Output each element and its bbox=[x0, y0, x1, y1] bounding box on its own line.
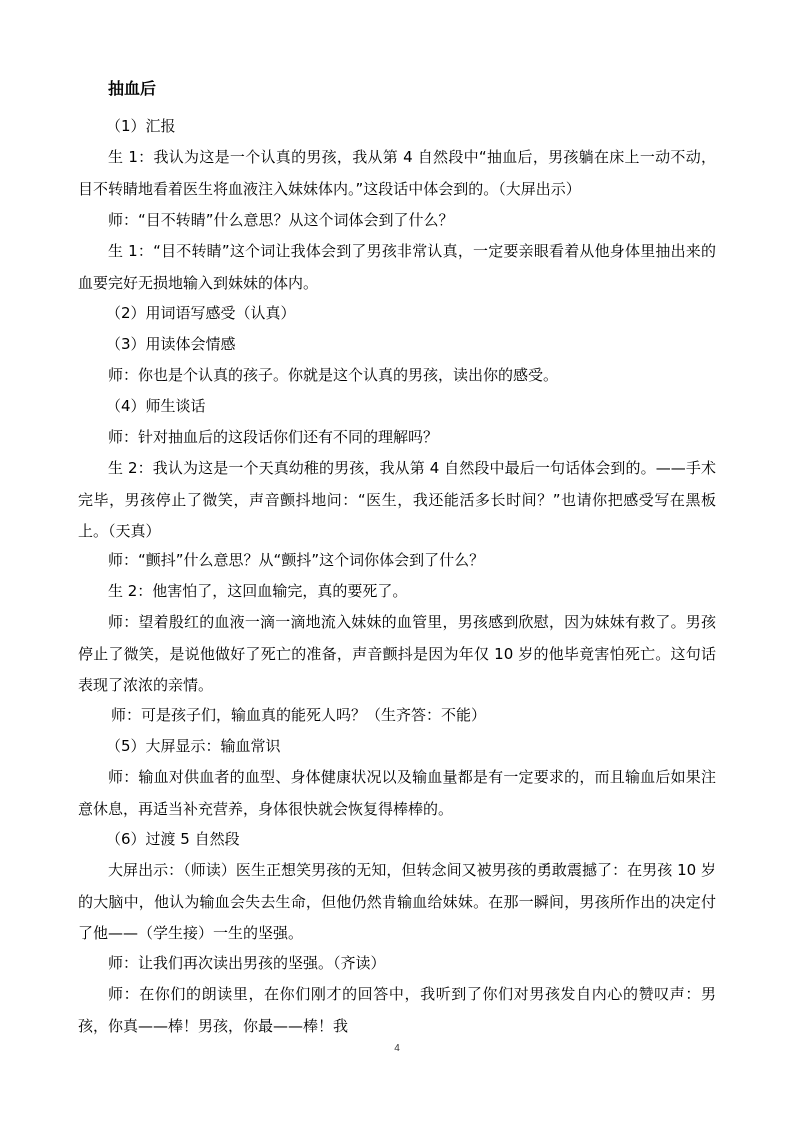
paragraph-6: （3）用读体会情感 bbox=[106, 335, 236, 353]
paragraph-9: 师：针对抽血后的这段话你们还有不同的理解吗？ bbox=[108, 428, 439, 446]
paragraph-14: 师：可是孩子们，输血真的能死人吗？（生齐答：不能） bbox=[111, 706, 487, 724]
section-heading: 抽血后 bbox=[108, 79, 157, 98]
paragraph-2: 生 1：我认为这是一个认真的男孩，我从第 4 自然段中“抽血后，男孩躺在床上一动不动，目不转睛地看着医生将血液注入妹妹体内。”这段话中体会到的。（大屏出示） bbox=[78, 148, 716, 198]
paragraph-12: 生 2：他害怕了，这回血输完，真的要死了。 bbox=[108, 582, 408, 600]
paragraph-3: 师：“目不转睛”什么意思？从这个词体会到了什么？ bbox=[108, 211, 454, 229]
paragraph-10: 生 2：我认为这是一个天真幼稚的男孩，我从第 4 自然段中最后一句话体会到的。——手术完毕，男孩停止了微笑，声音颤抖地问：“医生，我还能活多长时间？”也请你把感受写在黑板上。（天真） bbox=[78, 459, 716, 540]
paragraph-5: （2）用词语写感受（认真） bbox=[106, 304, 296, 322]
paragraph-7: 师：你也是个认真的孩子。你就是这个认真的男孩，读出你的感受。 bbox=[108, 366, 559, 384]
page-number: 4 bbox=[394, 1043, 400, 1054]
paragraph-20: 师：在你们的朗读里，在你们刚才的回答中，我听到了你们对男孩发自内心的赞叹声：男孩，你真——棒！男孩，你最——棒！我 bbox=[78, 985, 716, 1035]
paragraph-19: 师：让我们再次读出男孩的坚强。（齐读） bbox=[108, 954, 386, 972]
paragraph-16: 师：输血对供血者的血型、身体健康状况以及输血量都是有一定要求的，而且输血后如果注意休息，再适当补充营养，身体很快就会恢复得棒棒的。 bbox=[78, 768, 716, 818]
paragraph-8: （4）师生谈话 bbox=[106, 397, 206, 415]
paragraph-17: （6）过渡 5 自然段 bbox=[106, 830, 240, 848]
paragraph-1: （1）汇报 bbox=[106, 117, 176, 135]
paragraph-4: 生 1：“目不转睛”这个词让我体会到了男孩非常认真，一定要亲眼看着从他身体里抽出来的血要完好无损地输入到妹妹的体内。 bbox=[78, 242, 716, 292]
paragraph-11: 师：“颤抖”什么意思？从“颤抖”这个词你体会到了什么？ bbox=[108, 551, 485, 569]
paragraph-18: 大屏出示：（师读）医生正想笑男孩的无知，但转念间又被男孩的勇敢震撼了：在男孩 10 岁的大脑中，他认为输血会失去生命，但他仍然肯输血给妹妹。在那一瞬间，男孩所作出的决定付了他——（学生接）一生的坚强。 bbox=[78, 861, 716, 942]
paragraph-13: 师：望着殷红的血液一滴一滴地流入妹妹的血管里，男孩感到欣慰，因为妹妹有救了。男孩停止了微笑，是说他做好了死亡的准备，声音颤抖是因为年仅 10 岁的他毕竟害怕死亡。这句话表现了浓浓的亲情。 bbox=[78, 613, 716, 694]
paragraph-15: （5）大屏显示：输血常识 bbox=[106, 737, 281, 755]
